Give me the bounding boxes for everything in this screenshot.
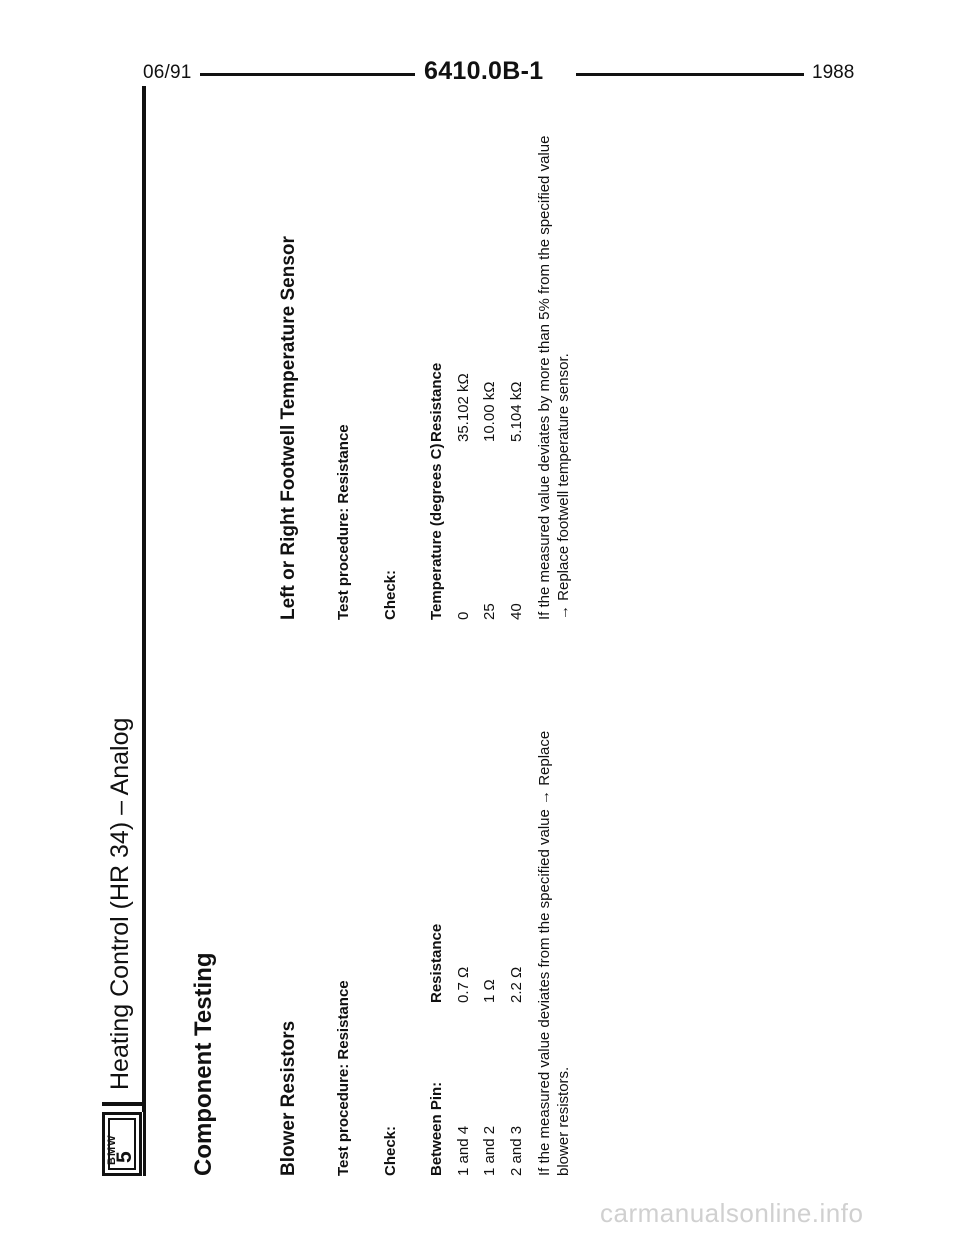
- footwell-col-temperature-header: Temperature (degrees C): [428, 443, 445, 620]
- blower-resistors-heading: Blower Resistors: [278, 1020, 299, 1176]
- footwell-row-temperature: 25: [481, 603, 498, 620]
- footwell-note-line-1: If the measured value deviates by more than 5% from the specified value: [536, 135, 553, 620]
- blower-row-pin: 2 and 3: [508, 1125, 525, 1176]
- blower-row-pin: 1 and 2: [481, 1125, 498, 1176]
- section-title: Component Testing: [190, 952, 217, 1176]
- header-date: 06/91: [143, 62, 192, 83]
- blower-test-procedure: Test procedure: Resistance: [335, 980, 352, 1176]
- header-rule-right: [576, 73, 804, 76]
- title-underline: [142, 86, 145, 1112]
- footwell-check-label: Check:: [382, 569, 399, 620]
- blower-row-resistance: 2.2 Ω: [508, 966, 525, 1003]
- header-doc-number: 6410.0B-1: [424, 57, 544, 85]
- footwell-row-resistance: 35.102 kΩ: [455, 373, 472, 442]
- blower-row-resistance: 1 Ω: [481, 979, 498, 1003]
- footwell-col-resistance-header: Resistance: [428, 362, 445, 442]
- blower-row-pin: 1 and 4: [455, 1125, 472, 1176]
- header-rule-left: [200, 73, 415, 76]
- footwell-note-line-2: → Replace footwell temperature sensor.: [555, 353, 572, 620]
- footwell-row-resistance: 10.00 kΩ: [481, 381, 498, 442]
- blower-col-resistance-header: Resistance: [428, 923, 445, 1003]
- blower-note-line-2: blower resistors.: [555, 1066, 572, 1176]
- header-year: 1988: [812, 62, 855, 83]
- logo-divider: [102, 1102, 142, 1106]
- rotated-content: [100, 86, 600, 1176]
- footwell-row-temperature: 0: [455, 611, 472, 620]
- blower-row-resistance: 0.7 Ω: [455, 966, 472, 1003]
- watermark: carmanualsonline.info: [600, 1198, 864, 1228]
- logo-brand-text: BMW: [106, 1134, 118, 1165]
- footwell-row-resistance: 5.104 kΩ: [508, 381, 525, 442]
- footwell-row-temperature: 40: [508, 603, 525, 620]
- blower-check-label: Check:: [382, 1125, 399, 1176]
- blower-note-line-1: If the measured value deviates from the specified value → Replace: [536, 730, 553, 1176]
- bmw-5-logo: [102, 1112, 142, 1176]
- logo-series-number: 5: [113, 1151, 136, 1163]
- footwell-sensor-heading: Left or Right Footwell Temperature Sensor: [278, 236, 299, 620]
- document-title: Heating Control (HR 34) – Analog: [106, 717, 134, 1090]
- blower-col-pin-header: Between Pin:: [428, 1081, 445, 1176]
- footwell-test-procedure: Test procedure: Resistance: [335, 424, 352, 620]
